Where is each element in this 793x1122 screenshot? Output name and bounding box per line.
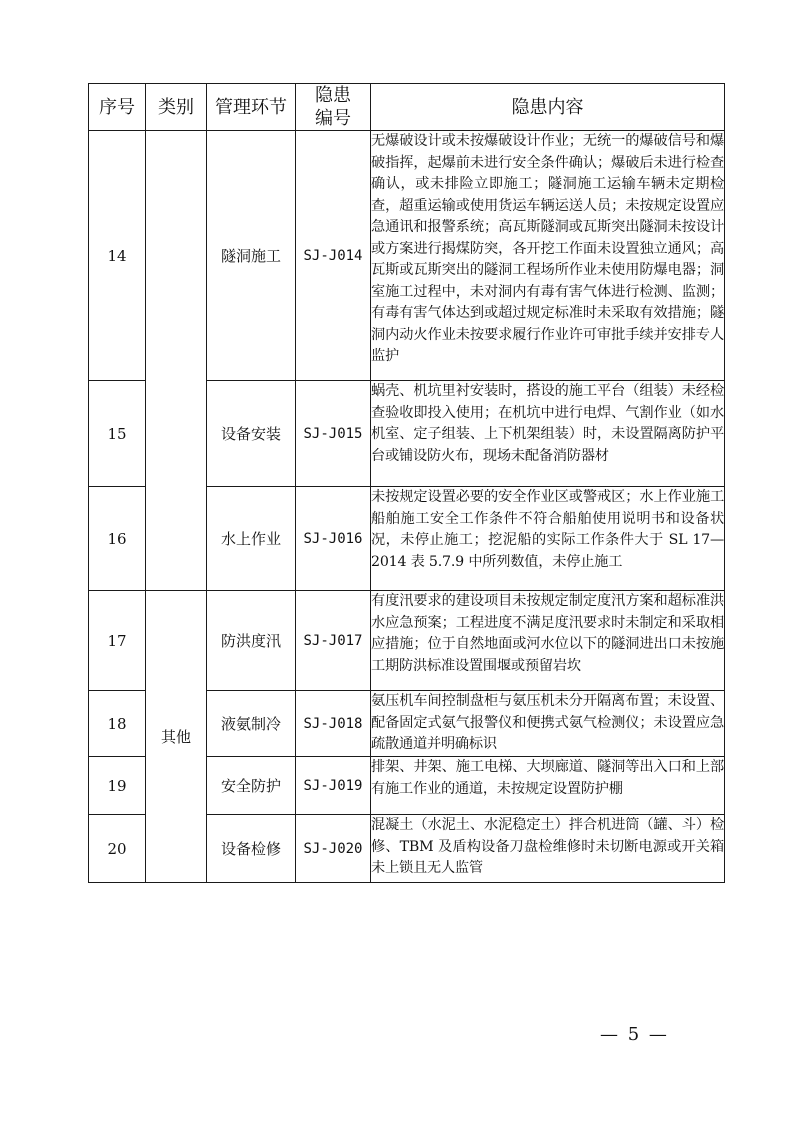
header-code-line1: 隐患 [315, 85, 351, 106]
row-content: 蜗壳、机坑里衬安装时，搭设的施工平台（组装）未经检查验收即投入使用；在机坑中进行电焊、气割作业（如水机室、定子组装、上下机架组装）时，未设置隔离防护平台或铺设防火布，现场未配备消防器材 [371, 381, 725, 487]
row-content: 未按规定设置必要的安全作业区或警戒区；水上作业施工船舶施工安全工作条件不符合船舶使用说明书和设备状况，未停止施工；挖泥船的实际工作条件大于 SL 17—2014 表 5.7.9 中所列数值，未停止施工 [371, 487, 725, 591]
row-num: 17 [89, 591, 146, 691]
table-row [89, 591, 725, 691]
header-stage: 管理环节 [207, 84, 296, 131]
row-stage: 水上作业 [207, 487, 296, 591]
row-stage: 液氨制冷 [207, 691, 296, 757]
row-num: 19 [89, 757, 146, 815]
row-stage: 隧洞施工 [207, 131, 296, 381]
page-number: — 5 — [600, 1024, 669, 1045]
header-code [296, 84, 371, 131]
row-content: 无爆破设计或未按爆破设计作业；无统一的爆破信号和爆破指挥，起爆前未进行安全条件确认；爆破后未进行检查确认，或未排险立即施工；隧洞施工运输车辆未定期检查，超重运输或使用货运车辆运送人员；未按规定设置应急通讯和报警系统；高瓦斯隧洞或瓦斯突出隧洞未按设计或方案进行揭煤防突，各开挖工作面未设置独立通风；高瓦斯或瓦斯突出的隧洞工程场所作业未使用防爆电器；洞室施工过程中，未对洞内有毒有害气体进行检测、监测；有毒有害气体达到或超过规定标准时未采取有效措施；隧洞内动火作业未按要求履行作业许可审批手续并安排专人监护 [371, 131, 725, 381]
row-stage: 设备检修 [207, 815, 296, 883]
row-num: 18 [89, 691, 146, 757]
header-num: 序号 [89, 84, 146, 131]
row-content: 混凝土（水泥土、水泥稳定土）拌合机进筒（罐、斗）检修、TBM 及盾构设备刀盘检维修时未切断电源或开关箱未上锁且无人监管 [371, 815, 725, 883]
table-row [89, 131, 725, 381]
row-stage: 安全防护 [207, 757, 296, 815]
row-num: 14 [89, 131, 146, 381]
header-code-line2: 编号 [315, 108, 351, 129]
row-code: SJ-J016 [296, 487, 371, 591]
row-num: 15 [89, 381, 146, 487]
row-code: SJ-J014 [296, 131, 371, 381]
row-code: SJ-J019 [296, 757, 371, 815]
header-row [89, 84, 725, 131]
row-code: SJ-J018 [296, 691, 371, 757]
row-stage: 防洪度汛 [207, 591, 296, 691]
row-content: 有度汛要求的建设项目未按规定制定度汛方案和超标准洪水应急预案；工程进度不满足度汛要求时未制定和采取相应措施；位于自然地面或河水位以下的隧洞进出口未按施工期防洪标准设置围堰或预留岩坎 [371, 591, 725, 691]
row-content: 氨压机车间控制盘柜与氨压机未分开隔离布置；未设置、配备固定式氨气报警仪和便携式氨气检测仪；未设置应急疏散通道并明确标识 [371, 691, 725, 757]
row-code: SJ-J015 [296, 381, 371, 487]
category-cell-empty [146, 131, 207, 591]
row-code: SJ-J020 [296, 815, 371, 883]
category-cell: 其他 [146, 591, 207, 883]
hazard-table [88, 83, 725, 883]
row-num: 20 [89, 815, 146, 883]
row-num: 16 [89, 487, 146, 591]
row-code: SJ-J017 [296, 591, 371, 691]
row-content: 排架、井架、施工电梯、大坝廊道、隧洞等出入口和上部有施工作业的通道，未按规定设置防护棚 [371, 757, 725, 815]
header-content: 隐患内容 [371, 84, 725, 131]
header-category: 类别 [146, 84, 207, 131]
row-stage: 设备安装 [207, 381, 296, 487]
